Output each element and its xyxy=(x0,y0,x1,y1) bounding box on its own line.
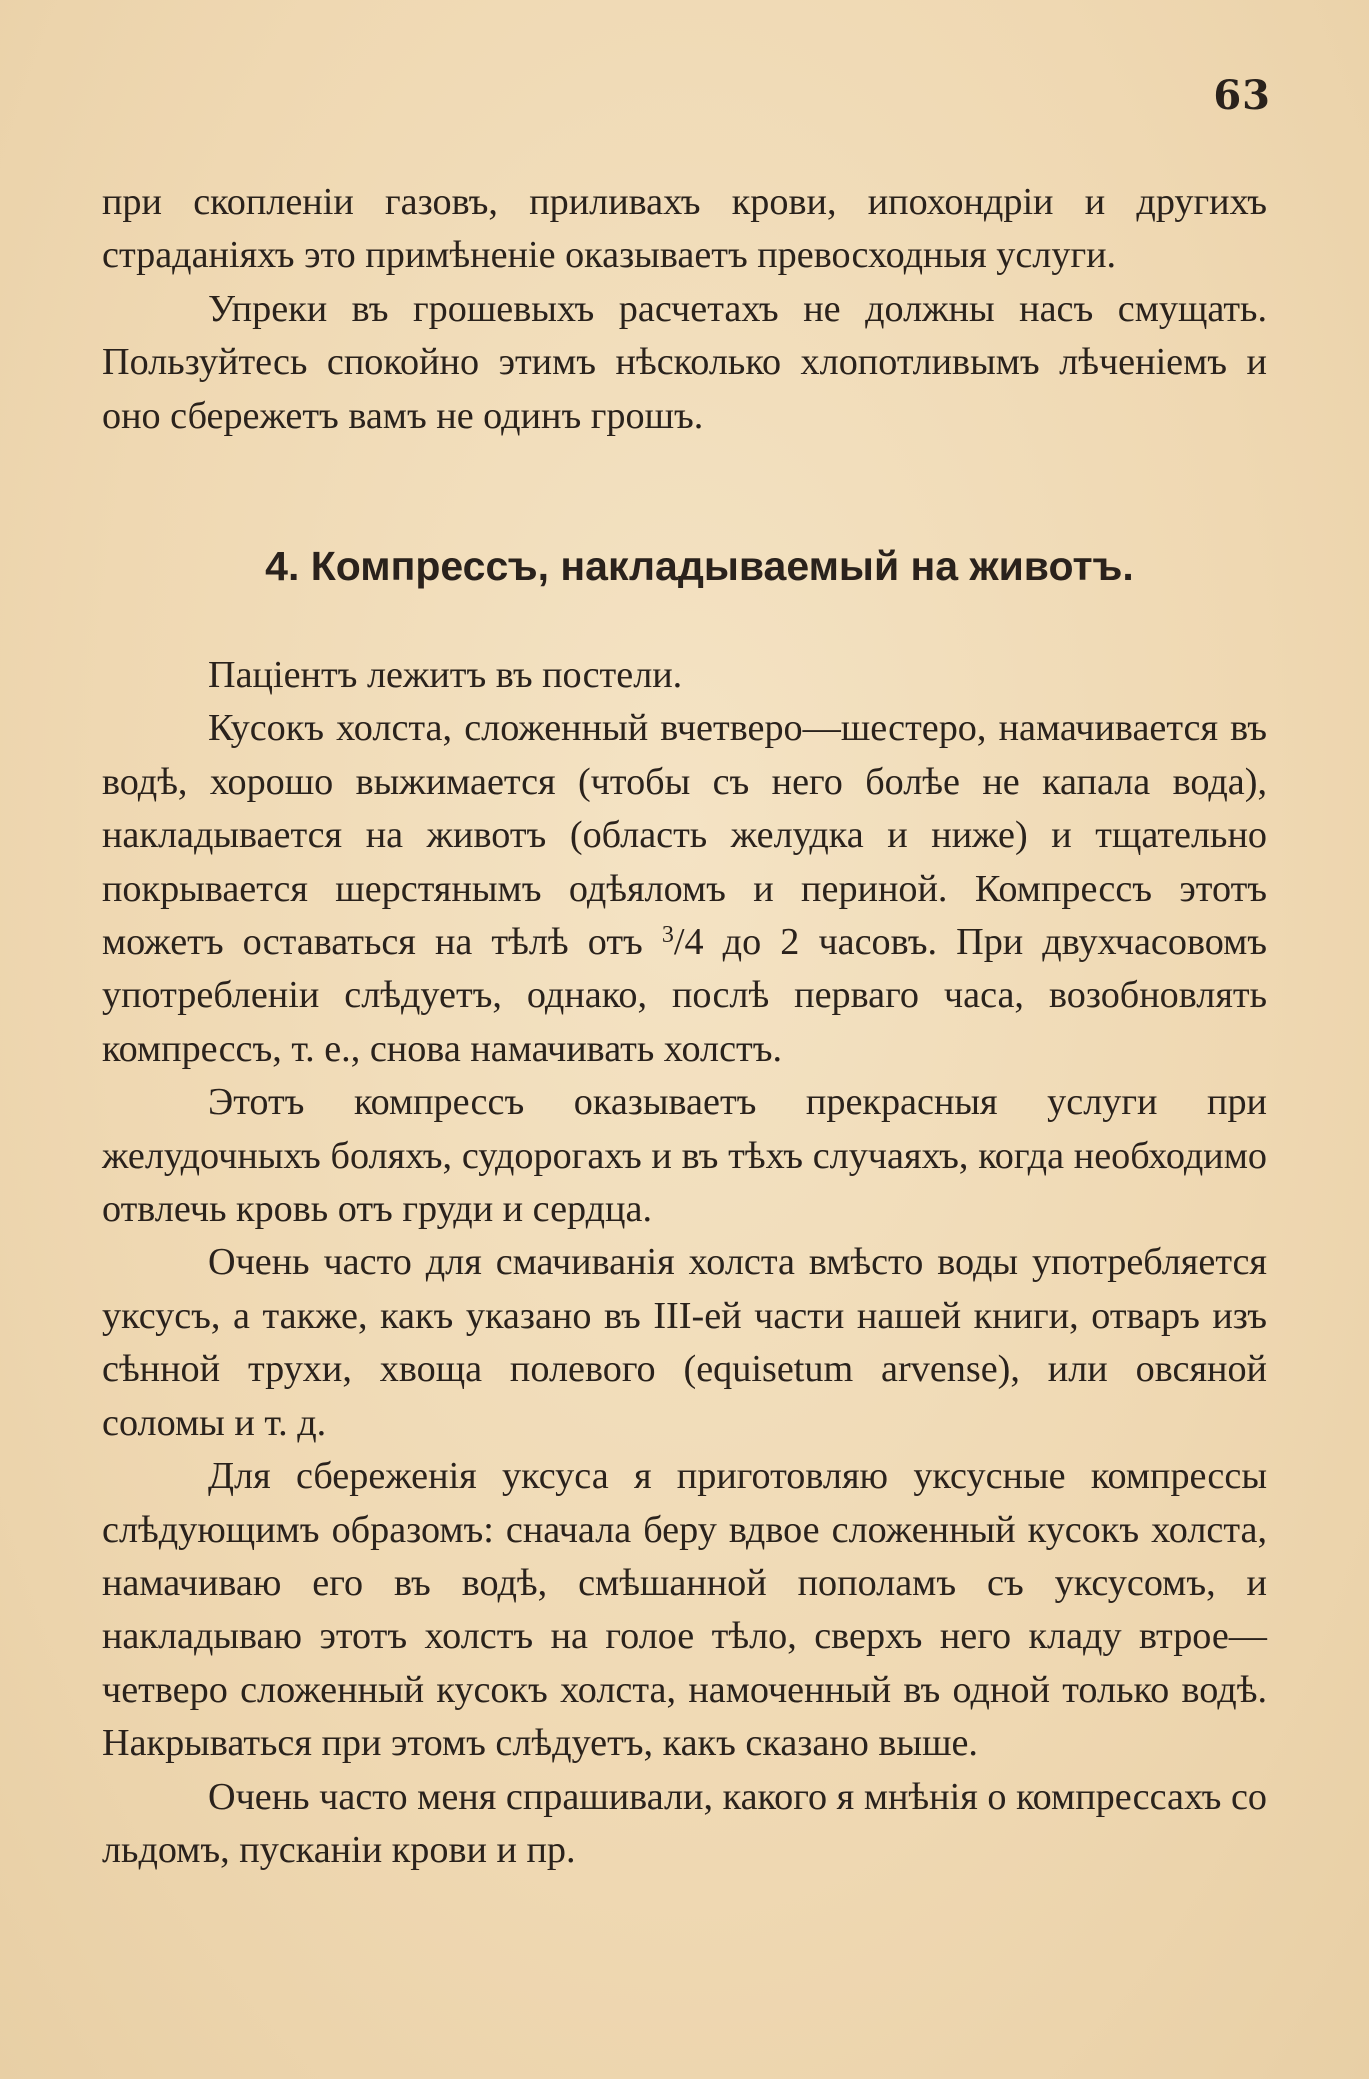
section-paragraph-3: Этотъ компрессъ оказываетъ прекрасныя услуги при желудочныхъ боляхъ, судорогахъ и въ тѣхъ случаяхъ, когда необходимо отвлечь кровь отъ груди и сердца. xyxy=(102,1081,1267,1231)
intro-text xyxy=(102,176,1267,443)
intro-paragraph-1: при скопленіи газовъ, приливахъ крови, ипохондріи и другихъ страданіяхъ это примѣненіе оказываетъ превосходныя услуги. xyxy=(102,181,1267,277)
section-paragraph-4: Очень часто для смачиванія холста вмѣсто воды употребляется уксусъ, а также, какъ указано въ III-ей части нашей книги, отваръ изъ сѣнной трухи, хвоща полевого (equisetum arvense), или овсяной соломы и т. д. xyxy=(102,1241,1267,1444)
section-paragraph-5: Для сбереженія уксуса я приготовляю уксусные компрессы слѣдующимъ образомъ: сначала беру вдвое сложенный кусокъ холста, намачиваю его въ водѣ, смѣшанной пополамъ съ уксусомъ, и накладываю этотъ холстъ на голое тѣло, сверхъ него кладу втрое—четверо сложенный кусокъ холста, намоченный въ одной только водѣ. Накрываться при этомъ слѣдуетъ, какъ сказано выше. xyxy=(102,1455,1267,1765)
section-paragraph-2-after: /4 до 2 часовъ. При двухчасовомъ употребленіи слѣдуетъ, однако, послѣ перваго часа, возобновлять компрессъ, т. е., снова намачивать холстъ. xyxy=(102,921,1267,1070)
section-paragraph-2-before: Кусокъ холста, сложенный вчетверо—шестеро, намачивается въ водѣ, хорошо выжимается (чтобы съ него болѣе не капала вода), накладывается на животъ (область желудка и ниже) и тщательно покрывается шерстянымъ одѣяломъ и периной. Компрессъ этотъ можетъ оставаться на тѣлѣ отъ xyxy=(102,707,1267,964)
page-number: 63 xyxy=(1213,72,1271,119)
section-paragraph-1: Паціентъ лежитъ въ постели. xyxy=(208,654,683,696)
section-body xyxy=(102,649,1267,1877)
section-paragraph-2 xyxy=(102,702,1267,1076)
fraction-numerator: 3 xyxy=(661,922,674,949)
intro-paragraph-2: Упреки въ грошевыхъ расчетахъ не должны насъ смущать. Пользуйтесь спокойно этимъ нѣсколько хлопотливымъ лѣченіемъ и оно сбережетъ вамъ не одинъ грошъ. xyxy=(102,287,1267,437)
section-paragraph-6: Очень часто меня спрашивали, какого я мнѣнія о компрессахъ со льдомъ, пусканіи крови и пр. xyxy=(102,1775,1267,1871)
section-heading: 4. Компрессъ, накладываемый на животъ. xyxy=(265,543,1134,589)
